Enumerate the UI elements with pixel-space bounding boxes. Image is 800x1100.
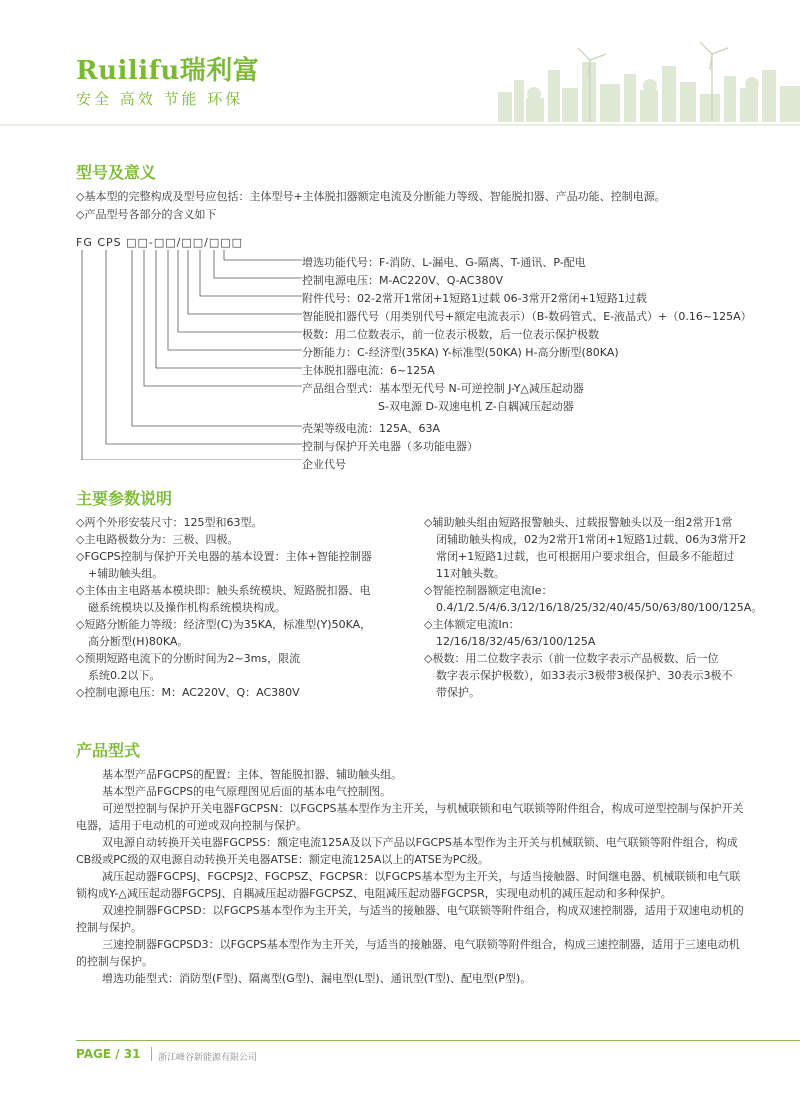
product-type-paragraph: 双电源自动转换开关电器FGCPSS：额定电流125A及以下产品以FGCPS基本型作为主开关与机械联锁、电气联锁等附件组合，构成CB级或PC级的双电源自动转换开关电器ATSE：额定电流125A以上的ATSE为PC级。 — [76, 836, 738, 866]
label-combination-type: 产品组合型式：基本型无代号 N-可逆控制 J-Y△减压起动器 — [302, 382, 584, 395]
label-breaking-capacity: 分断能力：C-经济型(35KA) Y-标准型(50KA) H-高分断型(80KA) — [302, 346, 619, 359]
label-frame-current: 壳架等级电流：125A、63A — [302, 422, 441, 435]
param-item: ◇主体由主电路基本模块即：触头系统模块、短路脱扣器、电 — [76, 584, 371, 597]
param-item: 常闭+1短路1过载，也可根据用户要求组合，但最多不能超过 — [436, 550, 735, 563]
param-item: ◇两个外形安装尺寸：125型和63型。 — [76, 516, 263, 529]
product-type-paragraph: 三速控制器FGCPSD3：以FGCPS基本型作为主开关，与适当的接触器、电气联锁等附件组合，构成三速控制器，适用于三速电动机的控制与保护。 — [76, 938, 740, 968]
product-type-paragraph: 增选功能型式：消防型(F型)、隔离型(G型)、漏电型(L型)、通讯型(T型)、配电型(P型)。 — [102, 972, 532, 985]
product-type-paragraph: 双速控制器FGCPSD：以FGCPS基本型作为主开关，与适当的接触器、电气联锁等附件组合，构成双速控制器，适用于双速电动机的控制与保护。 — [76, 904, 744, 934]
city-skyline-illustration — [490, 40, 800, 122]
params-right-column — [424, 514, 764, 701]
section-title-params: 主要参数说明 — [76, 489, 173, 508]
param-item: +辅助触头组。 — [88, 567, 164, 580]
model-code-connector-lines — [76, 250, 306, 460]
param-item: ◇极数：用二位数字表示（前一位数字表示产品极数、后一位 — [424, 652, 719, 665]
model-intro-2: ◇产品型号各部分的含义如下 — [76, 208, 217, 221]
param-item: ◇智能控制器额定电流Ie： — [424, 584, 553, 597]
product-type-paragraph: 可逆型控制与保护开关电器FGCPSN：以FGCPS基本型作为主开关，与机械联锁和电气联锁等附件组合，构成可逆型控制与保护开关电器，适用于电动机的可逆或双向控制与保护。 — [76, 802, 744, 832]
param-item: 高分断型(H)80KA。 — [88, 635, 189, 648]
header-divider — [0, 124, 800, 126]
label-combination-type-2: S-双电源 D-双速电机 Z-自耦减压起动器 — [378, 400, 574, 413]
param-item: ◇控制电源电压：M：AC220V、Q：AC380V — [76, 686, 300, 699]
model-intro-1: ◇基本型的完整构成及型号应包括：主体型号+主体脱扣器额定电流及分断能力等级、智能脱扣器、产品功能、控制电源。 — [76, 190, 666, 203]
brand-slogan: 安全 高效 节能 环保 — [76, 90, 244, 108]
param-item: 11对触头数。 — [436, 567, 505, 580]
param-item: 磁系统模块以及操作机构系统模块构成。 — [88, 601, 286, 614]
param-item: 闭辅助触头构成，02为2常开1常闭+1短路1过载、06为3常开2 — [436, 533, 747, 546]
param-item: ◇主电路极数分为：三极、四极。 — [76, 533, 239, 546]
model-code: FG CPS □□-□□/□□/□□□ — [76, 236, 244, 249]
label-accessory-code: 附件代号：02-2常开1常闭+1短路1过载 06-3常开2常闭+1短路1过载 — [302, 292, 647, 305]
label-company-code: 企业代号 — [302, 458, 346, 471]
param-item: 数字表示保护极数），如33表示3极带3极保护、30表示3极不 — [436, 669, 733, 682]
label-control-voltage: 控制电源电压：M-AC220V、Q-AC380V — [302, 274, 503, 287]
brand-logo: Ruilifu瑞利富 — [76, 56, 260, 86]
param-item: 12/16/18/32/45/63/100/125A — [436, 635, 596, 648]
label-smart-trip-code: 智能脱扣器代号（用类别代号+额定电流表示）（B-数码管式、E-液晶式）+（0.16~125A） — [302, 310, 752, 323]
param-item: ◇短路分断能力等级：经济型(C)为35KA，标准型(Y)50KA， — [76, 618, 372, 631]
params-left-column — [76, 514, 406, 701]
label-optional-function: 增选功能代号：F-消防、L-漏电、G-隔离、T-通讯、P-配电 — [302, 256, 586, 269]
param-item: ◇预期短路电流下的分断时间为2~3ms，限流 — [76, 652, 301, 665]
param-item: ◇辅助触头组由短路报警触头、过载报警触头以及一组2常开1常 — [424, 516, 733, 529]
section-title-model: 型号及意义 — [76, 163, 157, 182]
footer-divider — [76, 1040, 800, 1041]
param-item: 0.4/1/2.5/4/6.3/12/16/18/25/32/40/45/50/63/80/100/125A。 — [436, 601, 763, 614]
param-item: 系统0.2以下。 — [88, 669, 161, 682]
footer-separator — [151, 1047, 152, 1061]
label-device-type: 控制与保护开关电器（多功能电器） — [302, 440, 478, 453]
company-name: 浙江峰谷新能源有限公司 — [158, 1053, 258, 1063]
product-type-paragraph: 基本型产品FGCPS的配置：主体、智能脱扣器、辅助触头组。 — [102, 768, 403, 781]
product-types-body — [76, 766, 746, 987]
product-type-paragraph: 减压起动器FGCPSJ、FGCPSJ2、FGCPSZ、FGCPSR：以FGCPS基本型为主开关，与适当接触器、时间继电器、机械联锁和电气联锁构成Y-△减压起动器FGCPSJ、自耦减压起动器FGCPSZ、电阻减压起动器FGCPSR，实现电动机的减压起动和多种保护。 — [76, 870, 741, 900]
page-number: PAGE / 31 — [76, 1047, 141, 1061]
param-item: ◇主体额定电流In： — [424, 618, 520, 631]
label-poles: 极数：用二位数表示，前一位表示极数，后一位表示保护极数 — [302, 328, 599, 341]
product-type-paragraph: 基本型产品FGCPS的电气原理图见后面的基本电气控制图。 — [102, 785, 392, 798]
param-item: 带保护。 — [436, 686, 480, 699]
label-main-trip-current: 主体脱扣器电流：6~125A — [302, 364, 435, 377]
param-item: ◇FGCPS控制与保护开关电器的基本设置：主体+智能控制器 — [76, 550, 372, 563]
section-title-product-types: 产品型式 — [76, 741, 141, 760]
